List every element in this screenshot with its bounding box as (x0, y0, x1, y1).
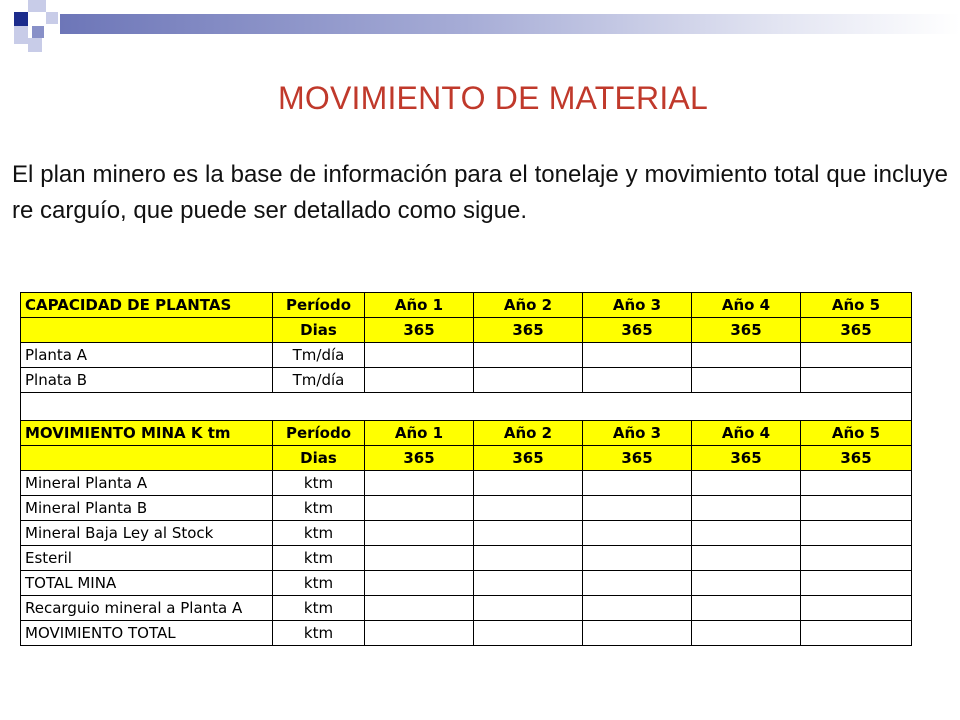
row-unit: ktm (273, 496, 365, 521)
table1-header-row (21, 293, 912, 318)
row-label: MOVIMIENTO TOTAL (21, 621, 273, 646)
table2-days-row (21, 446, 912, 471)
table-cell (474, 521, 583, 546)
row-label: Mineral Baja Ley al Stock (21, 521, 273, 546)
row-unit: ktm (273, 546, 365, 571)
table-cell (365, 571, 474, 596)
table-cell (692, 471, 801, 496)
table-cell (692, 343, 801, 368)
table-cell: Año 5 (801, 293, 912, 318)
table-cell (801, 571, 912, 596)
row-label: Mineral Planta B (21, 496, 273, 521)
table-cell: 365 (801, 318, 912, 343)
table-cell (474, 621, 583, 646)
table-row (21, 546, 912, 571)
table-cell (801, 621, 912, 646)
table-cell (801, 496, 912, 521)
row-unit: ktm (273, 521, 365, 546)
table-cell (583, 596, 692, 621)
material-table (20, 292, 912, 646)
header-gradient-bar (60, 14, 960, 34)
row-unit: Tm/día (273, 343, 365, 368)
table-cell (365, 343, 474, 368)
table-cell: 365 (801, 446, 912, 471)
row-unit: ktm (273, 471, 365, 496)
table-row (21, 571, 912, 596)
table-cell (365, 368, 474, 393)
decor-square (28, 0, 46, 12)
table-cell: Año 4 (692, 293, 801, 318)
table-cell (801, 521, 912, 546)
decor-square (28, 38, 42, 52)
table-cell (365, 521, 474, 546)
table-cell (474, 471, 583, 496)
table-row (21, 368, 912, 393)
row-unit: ktm (273, 571, 365, 596)
table-cell (583, 368, 692, 393)
table-cell (474, 571, 583, 596)
table-cell (692, 571, 801, 596)
table-cell: 365 (583, 318, 692, 343)
table-cell (365, 596, 474, 621)
table-cell: Dias (273, 318, 365, 343)
table-row (21, 496, 912, 521)
table-cell (801, 471, 912, 496)
table-cell: 365 (365, 446, 474, 471)
table-cell (474, 596, 583, 621)
row-label: Recarguio mineral a Planta A (21, 596, 273, 621)
row-label: Planta A (21, 343, 273, 368)
table-cell (692, 368, 801, 393)
table-cell: CAPACIDAD DE PLANTAS (21, 293, 273, 318)
table-cell (692, 496, 801, 521)
table-cell: 365 (474, 318, 583, 343)
table-cell: Año 5 (801, 421, 912, 446)
table-cell (692, 546, 801, 571)
table-cell (474, 496, 583, 521)
table-cell (692, 596, 801, 621)
table-cell (692, 521, 801, 546)
row-label: Mineral Planta A (21, 471, 273, 496)
table-cell: 365 (583, 446, 692, 471)
table-cell (474, 343, 583, 368)
table-cell (583, 621, 692, 646)
table-cell: Año 3 (583, 421, 692, 446)
table-cell (583, 471, 692, 496)
table-cell: 365 (365, 318, 474, 343)
table-cell: MOVIMIENTO MINA K tm (21, 421, 273, 446)
table-cell: 365 (692, 446, 801, 471)
table-cell (583, 343, 692, 368)
table-cell (801, 596, 912, 621)
row-unit: ktm (273, 621, 365, 646)
table-row (21, 596, 912, 621)
table-cell: Dias (273, 446, 365, 471)
table-cell: Año 1 (365, 293, 474, 318)
table-cell: Año 4 (692, 421, 801, 446)
table-row (21, 521, 912, 546)
table-cell: 365 (692, 318, 801, 343)
table-cell: Año 1 (365, 421, 474, 446)
spacer-row (21, 393, 912, 421)
table-cell: Período (273, 293, 365, 318)
table1-days-row (21, 318, 912, 343)
row-unit: ktm (273, 596, 365, 621)
table-cell: Año 2 (474, 421, 583, 446)
table-cell (583, 546, 692, 571)
row-label: TOTAL MINA (21, 571, 273, 596)
table-cell: Año 2 (474, 293, 583, 318)
row-label: Esteril (21, 546, 273, 571)
decor-square (32, 26, 44, 38)
intro-paragraph: El plan minero es la base de información para el tonelaje y movimiento total que incluye re carguío, que puede ser detallado como sigue. (12, 161, 948, 224)
decor-square (46, 12, 58, 24)
table-row (21, 471, 912, 496)
table-cell (801, 546, 912, 571)
decor-square (14, 26, 28, 44)
table-cell (474, 546, 583, 571)
table-cell (583, 496, 692, 521)
table-cell (365, 496, 474, 521)
table-cell (365, 471, 474, 496)
table-cell (365, 546, 474, 571)
spacer-cell (21, 393, 912, 421)
decor-square (14, 12, 28, 26)
table-cell: Período (273, 421, 365, 446)
table-cell (801, 368, 912, 393)
table-cell (365, 621, 474, 646)
table-cell (474, 368, 583, 393)
table-row (21, 343, 912, 368)
table-cell (583, 571, 692, 596)
slide-title: MOVIMIENTO DE MATERIAL (278, 80, 708, 116)
row-label: Plnata B (21, 368, 273, 393)
table2-header-row (21, 421, 912, 446)
table-row (21, 621, 912, 646)
table-cell (801, 343, 912, 368)
table-cell (692, 621, 801, 646)
table-cell: Año 3 (583, 293, 692, 318)
row-unit: Tm/día (273, 368, 365, 393)
table-cell (583, 521, 692, 546)
table-cell (21, 446, 273, 471)
table-cell: 365 (474, 446, 583, 471)
table-cell (21, 318, 273, 343)
